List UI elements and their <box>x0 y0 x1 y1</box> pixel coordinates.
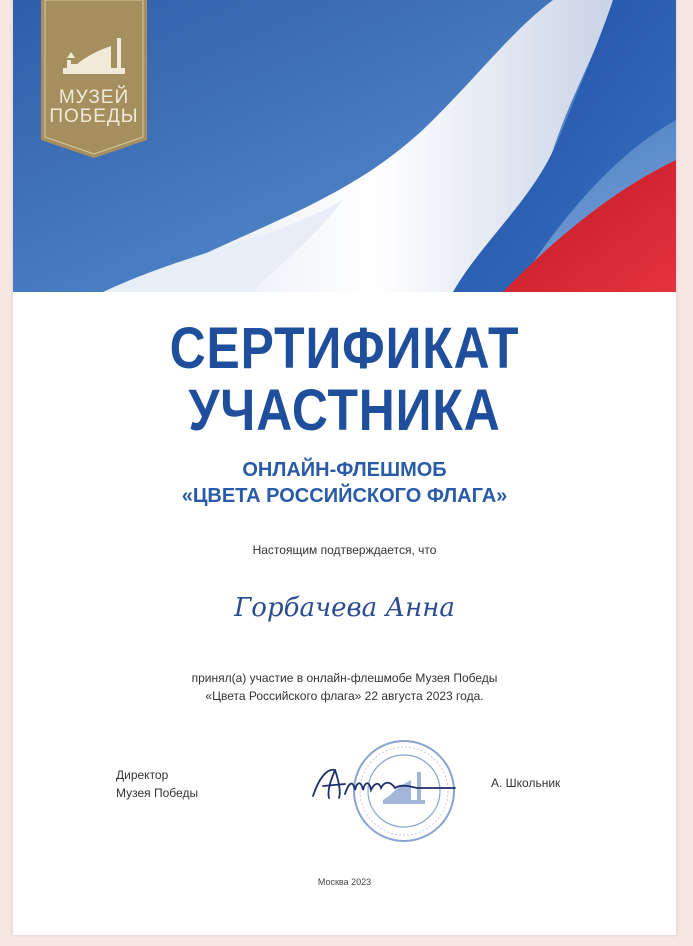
city-year: Москва 2023 <box>317 877 372 887</box>
director-title-line2: Музея Победы <box>116 786 199 800</box>
certificate-page <box>13 0 676 935</box>
certificate-title-line1: СЕРТИФИКАТ <box>169 316 520 381</box>
director-signature <box>305 758 475 808</box>
logo-text-line1: МУЗЕЙ <box>58 87 130 108</box>
event-subtitle-line1: ОНЛАЙН-ФЛЕШМОБ <box>242 459 447 481</box>
logo-text-line2: ПОБЕДЫ <box>49 106 139 127</box>
confirm-text: Настоящим подтверждается, что <box>252 543 437 557</box>
recipient-name: Горбачева Анна <box>234 593 455 623</box>
event-subtitle-line2: «ЦВЕТА РОССИЙСКОГО ФЛАГА» <box>181 485 508 507</box>
participation-text-line1: принял(а) участие в онлайн-флешмобе Музея Победы <box>191 671 498 685</box>
director-title-line1: Директор <box>116 768 169 782</box>
participation-text-line2: «Цвета Российского флага» 22 августа 2023 года. <box>205 689 484 703</box>
museum-logo <box>41 0 147 158</box>
certificate-title-line2: УЧАСТНИКА <box>188 378 501 443</box>
signer-name: А. Школьник <box>491 776 561 790</box>
